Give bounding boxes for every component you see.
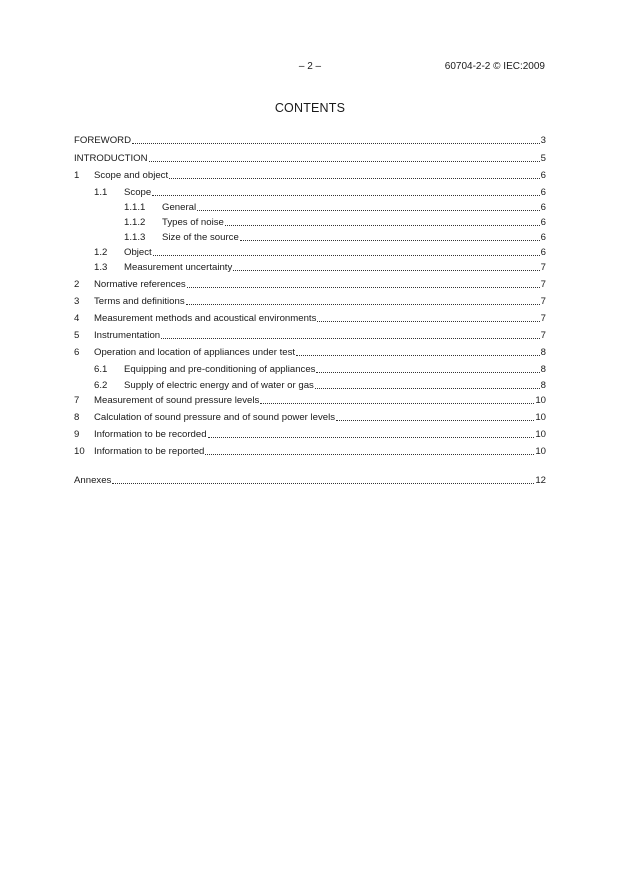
dot-leader [240,232,540,241]
toc-entry-title: Information to be reported [94,446,205,457]
toc-entry-page: 3 [540,135,546,146]
toc-entry-number: 8 [74,412,80,423]
toc-entry[interactable] [74,395,546,407]
toc-entry[interactable] [74,232,546,244]
toc-entry-page: 8 [540,380,546,391]
toc-entry-page: 6 [540,170,546,181]
toc-entry-page: 7 [540,279,546,290]
dot-leader [205,446,534,455]
toc-entry-page: 6 [540,202,546,213]
toc-entry-title: Scope [124,187,152,198]
toc-entry-title: Supply of electric energy and of water or gas [124,380,314,391]
dot-leader [197,202,540,211]
toc-entry-page: 10 [535,412,546,423]
toc-entry-title: Instrumentation [94,330,161,341]
dot-leader [153,247,540,256]
toc-entry[interactable] [74,279,546,291]
toc-entry-title: Types of noise [162,217,224,228]
toc-entry-number: 7 [74,395,80,406]
toc-entry-title: Operation and location of appliances under test [94,347,296,358]
dot-leader [208,429,535,438]
dot-leader [317,313,539,322]
toc-entry-title: Measurement uncertainty [124,262,233,273]
toc-entry-title: Normative references [94,279,186,290]
dot-leader [186,296,540,305]
toc-entry-page: 10 [535,395,546,406]
toc-entry[interactable] [74,187,546,199]
dot-leader [112,475,534,484]
toc-entry-number: 1.1.3 [124,232,146,243]
toc-entry[interactable] [74,170,546,182]
toc-entry-number: 1.1 [94,187,108,198]
toc-entry-page: 7 [540,296,546,307]
toc-entry-title: Calculation of sound pressure and of sound power levels [94,412,336,423]
toc-entry-number: 9 [74,429,80,440]
toc-entry-page: 10 [535,429,546,440]
toc-entry[interactable] [74,202,546,214]
toc-entry[interactable] [74,153,546,165]
dot-leader [316,364,539,373]
toc-entry-title: Measurement of sound pressure levels [94,395,260,406]
dot-leader [260,395,534,404]
toc-entry[interactable] [74,247,546,259]
contents-title: CONTENTS [274,101,346,115]
toc-entry-page: 6 [540,247,546,258]
toc-entry[interactable] [74,135,546,147]
toc-entry[interactable] [74,313,546,325]
toc-entry-page: 7 [540,262,546,273]
toc-entry-title: Information to be recorded [94,429,207,440]
standard-reference: 60704-2-2 © IEC:2009 [444,61,545,72]
toc-entry-title: Equipping and pre-conditioning of appliances [124,364,316,375]
dot-leader [336,412,534,421]
toc-entry[interactable] [74,217,546,229]
toc-entry-number: 1.3 [94,262,108,273]
toc-entry-number: 1.2 [94,247,108,258]
toc-entry[interactable] [74,296,546,308]
toc-entry-title: Measurement methods and acoustical environments [94,313,317,324]
toc-entry[interactable] [74,347,546,359]
toc-entry-page: 6 [540,217,546,228]
toc-entry[interactable] [74,364,546,376]
toc-entry[interactable] [74,446,546,458]
toc-entry-number: 4 [74,313,80,324]
toc-entry-number: 1 [74,170,80,181]
toc-entry-number: 10 [74,446,85,457]
toc-entry-title: Annexes [74,475,112,486]
toc-entry-page: 6 [540,187,546,198]
dot-leader [132,135,540,144]
toc-entry[interactable] [74,380,546,392]
toc-entry-number: 1.1.1 [124,202,146,213]
toc-entry-number: 2 [74,279,80,290]
toc-entry-title: Object [124,247,152,258]
toc-entry-number: 6.2 [94,380,108,391]
toc-entry-title: FOREWORD [74,135,132,146]
toc-entry-title: Scope and object [94,170,169,181]
dot-leader [187,279,540,288]
dot-leader [161,330,540,339]
toc-entry-number: 5 [74,330,80,341]
dot-leader [233,262,539,271]
toc-entry[interactable] [74,262,546,274]
toc-entry-page: 7 [540,330,546,341]
toc-entry-page: 6 [540,232,546,243]
toc-entry[interactable] [74,412,546,424]
toc-entry-number: 1.1.2 [124,217,146,228]
toc-entry-page: 8 [540,347,546,358]
dot-leader [296,347,540,356]
dot-leader [152,187,539,196]
toc-entry[interactable] [74,429,546,441]
dot-leader [169,170,540,179]
dot-leader [315,380,540,389]
toc-entry-title: General [162,202,197,213]
toc-entry-number: 6 [74,347,80,358]
toc-entry-page: 7 [540,313,546,324]
page-number: – 2 – [298,61,322,72]
toc-entry-page: 5 [540,153,546,164]
toc-entry-page: 12 [535,475,546,486]
toc-entry-page: 10 [535,446,546,457]
toc-entry-number: 3 [74,296,80,307]
toc-entry-page: 8 [540,364,546,375]
toc-entry-title: Size of the source [162,232,239,243]
dot-leader [225,217,540,226]
dot-leader [149,153,540,162]
toc-entry[interactable] [74,330,546,342]
toc-entry-number: 6.1 [94,364,108,375]
toc-entry[interactable] [74,475,546,487]
toc-entry-title: Terms and definitions [94,296,185,307]
toc-entry-title: INTRODUCTION [74,153,148,164]
